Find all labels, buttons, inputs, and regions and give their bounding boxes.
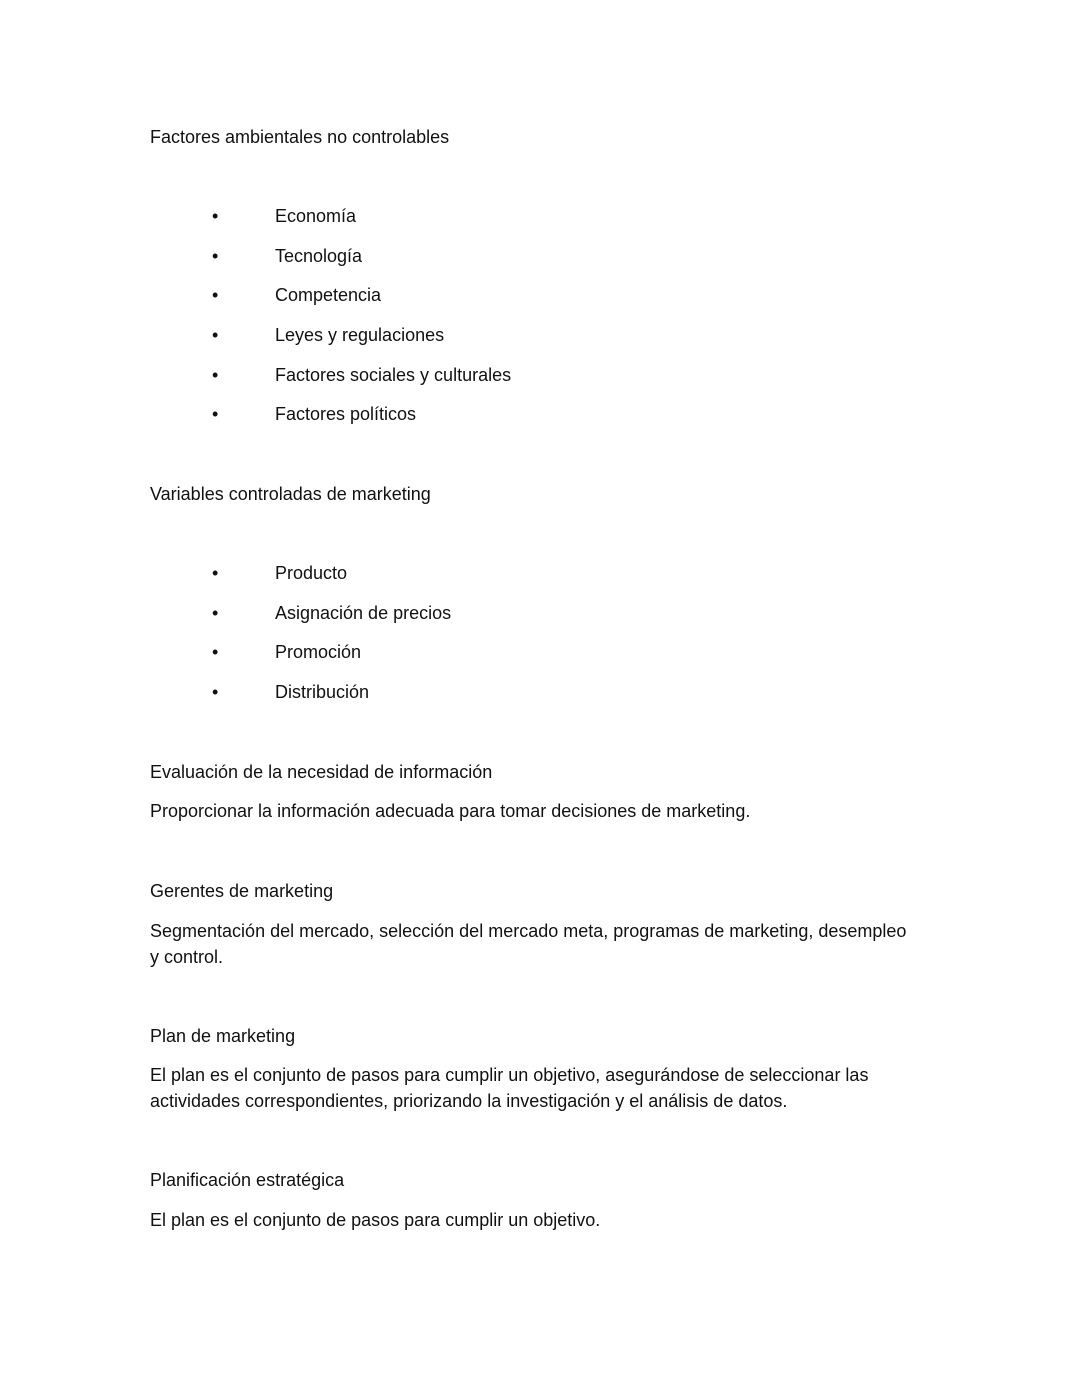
list-item-text: Factores políticos <box>275 404 417 425</box>
section-gerentes-body <box>150 918 920 970</box>
section-gerentes <box>150 878 920 904</box>
list-item-text: Tecnología <box>275 245 363 266</box>
section-paragraph: Segmentación del mercado, selección del mercado meta, programas de marketing, desempleo y control. <box>150 921 907 967</box>
list-item <box>150 282 920 322</box>
list-item <box>150 600 920 640</box>
list-item-text: Promoción <box>275 642 362 663</box>
list-item-text: Producto <box>275 563 348 583</box>
list-item <box>150 401 920 441</box>
bullet-icon: • <box>212 404 219 425</box>
list-item <box>150 560 920 600</box>
section-plan-body <box>150 1062 920 1114</box>
section-title: Plan de marketing <box>150 1026 296 1046</box>
list-item <box>150 362 920 402</box>
factores-list <box>150 203 920 441</box>
bullet-icon: • <box>212 206 219 226</box>
bullet-icon: • <box>212 682 219 703</box>
bullet-icon: • <box>212 325 219 346</box>
list-item-text: Leyes y regulaciones <box>275 325 445 346</box>
variables-list <box>150 560 920 719</box>
section-paragraph: Proporcionar la información adecuada para tomar decisiones de marketing. <box>150 801 751 821</box>
bullet-icon: • <box>212 245 219 266</box>
list-item-text: Factores sociales y culturales <box>275 364 512 385</box>
section-evaluacion <box>150 759 920 785</box>
list-item-text: Distribución <box>275 682 370 703</box>
section-title: Gerentes de marketing <box>150 881 334 901</box>
section-paragraph: El plan es el conjunto de pasos para cumplir un objetivo. <box>150 1210 601 1230</box>
bullet-icon: • <box>212 642 219 663</box>
list-item <box>150 679 920 719</box>
list-item <box>150 322 920 362</box>
section-planificacion <box>150 1167 920 1193</box>
list-item <box>150 639 920 679</box>
section-plan-marketing <box>150 1023 920 1049</box>
bullet-icon: • <box>212 563 219 583</box>
list-item-text: Asignación de precios <box>275 602 452 623</box>
bullet-icon: • <box>212 602 219 623</box>
section-title: Planificación estratégica <box>150 1170 345 1190</box>
section-planificacion-body <box>150 1207 920 1233</box>
list-item <box>150 243 920 283</box>
list-item-text: Economía <box>275 206 357 226</box>
list-item <box>150 203 920 243</box>
section-paragraph: El plan es el conjunto de pasos para cumplir un objetivo, asegurándose de seleccionar las actividades correspondientes, priorizando la investigación y el análisis de datos. <box>150 1065 869 1111</box>
section-title: Factores ambientales no controlables <box>150 127 450 147</box>
section-title: Evaluación de la necesidad de información <box>150 762 493 782</box>
bullet-icon: • <box>212 285 219 306</box>
section-variables-controladas <box>150 481 920 507</box>
list-item-text: Competencia <box>275 285 382 306</box>
section-title: Variables controladas de marketing <box>150 484 431 504</box>
section-factores-ambientales <box>150 124 920 150</box>
bullet-icon: • <box>212 364 219 385</box>
section-evaluacion-body <box>150 798 920 824</box>
